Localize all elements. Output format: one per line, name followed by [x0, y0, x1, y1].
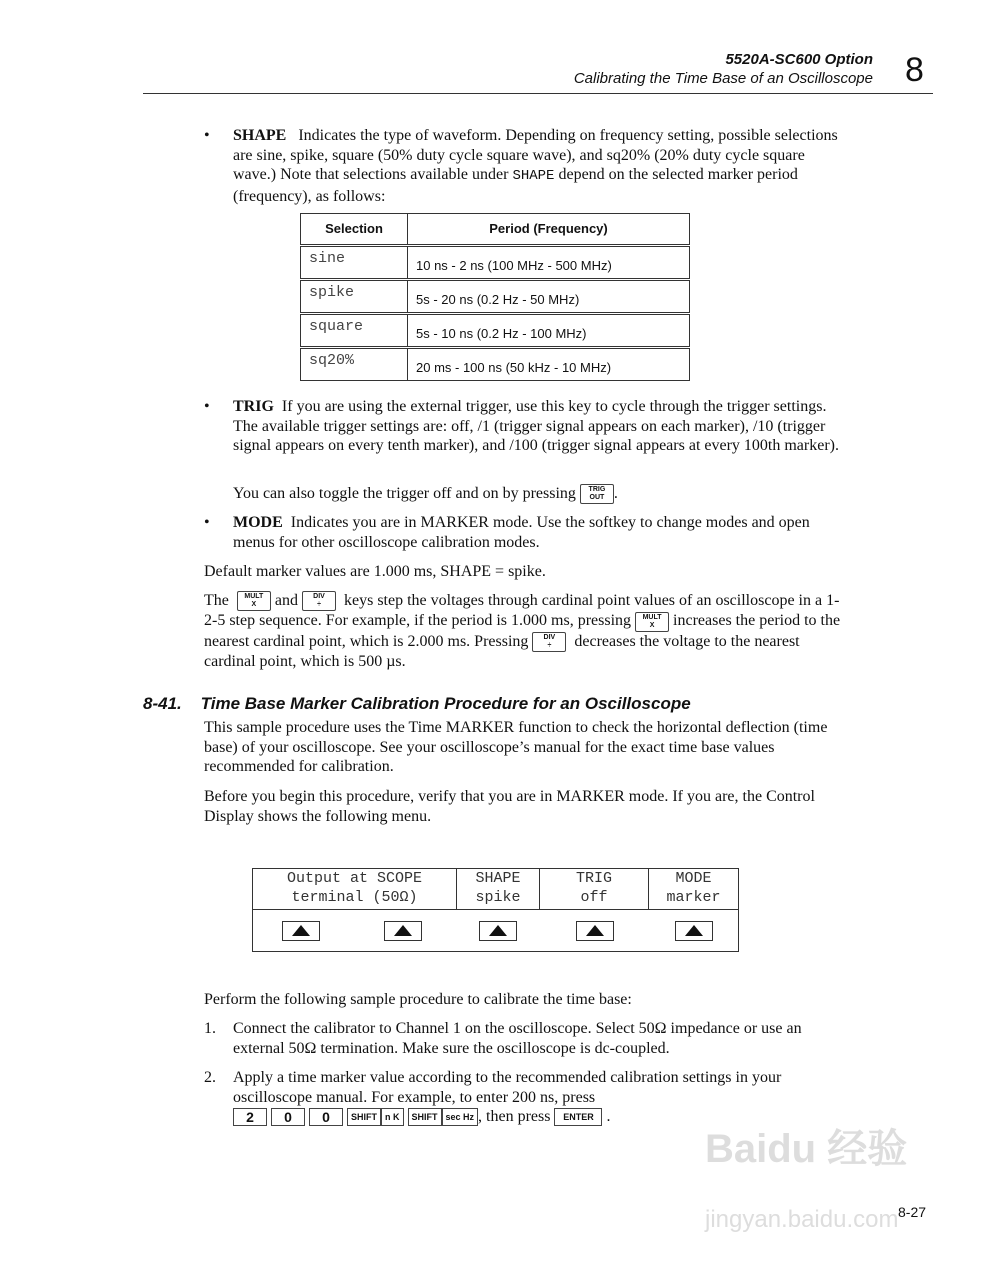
- cell: spike: [301, 280, 408, 314]
- watermark-logo: Baidu 经验: [705, 1127, 908, 1171]
- term: SHAPE: [233, 127, 287, 144]
- text: Indicates the type of waveform. Depending on frequency setting, possible selections are sine, spike, square (50% duty cycle square wave), and sq20% (20% duty cycle square wave.) Note that selections available under: [233, 127, 838, 183]
- page-number: 8-27: [898, 1204, 927, 1220]
- bullet: •: [204, 514, 210, 531]
- default-text: Default marker values are 1.000 ms, SHAPE = spike.: [204, 563, 546, 580]
- bullet: •: [204, 127, 210, 144]
- term: TRIG: [233, 398, 274, 415]
- mult-div-paragraph: [204, 591, 844, 671]
- control-display-menu: [252, 868, 739, 952]
- shift-key-icon: SHIFT: [408, 1108, 442, 1126]
- trig-paragraph: [233, 397, 843, 456]
- cell: square: [301, 314, 408, 348]
- header-subtitle: Calibrating the Time Base of an Oscilloscope: [573, 70, 873, 87]
- table-row: [301, 246, 690, 280]
- text: decreases the voltage to the nearest cardinal point, which is 500 µs.: [204, 632, 800, 670]
- softkey-up-arrow-icon[interactable]: [675, 921, 713, 941]
- softkey-up-arrow-icon[interactable]: [479, 921, 517, 941]
- text: You can also toggle the trigger off and on by pressing: [233, 485, 576, 502]
- column-header: Period (Frequency): [408, 214, 690, 246]
- intro-paragraph: Before you begin this procedure, verify that you are in MARKER mode. If you are, the Control Display shows the following menu.: [204, 788, 815, 825]
- code: SHAPE: [512, 168, 555, 184]
- softkey-row: [253, 909, 738, 910]
- chapter-number: 8: [905, 51, 924, 89]
- text: Indicates you are in MARKER mode. Use the softkey to change modes and open menus for other oscilloscope calibration modes.: [233, 514, 810, 551]
- trig-toggle-paragraph: [233, 484, 843, 504]
- cell: sine: [301, 246, 408, 280]
- term: MODE: [233, 514, 283, 531]
- text: The: [204, 592, 229, 609]
- menu-trig-cell: TRIG off: [540, 869, 649, 909]
- header-rule: [143, 93, 933, 94]
- sec-hz-key-icon: sec Hz: [442, 1108, 479, 1126]
- menu-mode-cell: MODE marker: [666, 870, 721, 906]
- perform-text: Perform the following sample procedure to calibrate the time base:: [204, 991, 632, 1008]
- shift-key-icon: SHIFT: [347, 1108, 381, 1126]
- div-key-icon: DIV ÷: [302, 591, 336, 611]
- section-heading: 8-41. Time Base Marker Calibration Procedure for an Oscilloscope: [143, 694, 691, 713]
- step-number: 2.: [204, 1069, 216, 1086]
- key-0-icon: 0: [309, 1108, 343, 1126]
- cell: 20 ms - 100 ns (50 kHz - 10 MHz): [408, 348, 690, 381]
- mult-key-icon: MULT X: [635, 612, 669, 632]
- softkey-up-arrow-icon[interactable]: [576, 921, 614, 941]
- watermark-url: jingyan.baidu.com: [705, 1206, 899, 1233]
- intro-paragraph: This sample procedure uses the Time MARKER function to check the horizontal deflection (time base) of your oscilloscope. See your oscilloscope’s manual for the exact time base values recommended for calibration.: [204, 719, 828, 775]
- menu-output-cell: Output at SCOPE terminal (50Ω): [253, 869, 457, 909]
- text: keys step the voltages through cardinal point values of an oscilloscope in a 1-2-5 step sequence. For example, if the period is 1.000 ms, pressing: [204, 592, 840, 630]
- key-0-icon: 0: [271, 1108, 305, 1126]
- cell: 10 ns - 2 ns (100 MHz - 500 MHz): [408, 246, 690, 280]
- menu-shape-cell: SHAPE spike: [457, 869, 540, 909]
- cell: sq20%: [301, 348, 408, 381]
- cell: 5s - 20 ns (0.2 Hz - 50 MHz): [408, 280, 690, 314]
- enter-key-icon: ENTER: [554, 1108, 602, 1126]
- n-k-key-icon: n K: [381, 1108, 404, 1126]
- shape-table: [300, 213, 690, 381]
- step-number: 1.: [204, 1020, 216, 1037]
- trig-out-key-icon: TRIG OUT: [580, 484, 614, 504]
- column-header: Selection: [301, 214, 408, 246]
- text: If you are using the external trigger, use this key to cycle through the trigger settings. The available trigger settings are: off, /1 (trigger signal appears on each marker), /10 (trigger signal appears on every tenth marker), and /100 (trigger signal appears at every 100th marker).: [233, 398, 839, 454]
- cell: 5s - 10 ns (0.2 Hz - 100 MHz): [408, 314, 690, 348]
- text: .: [606, 1108, 611, 1125]
- text: .: [613, 485, 618, 502]
- mult-key-icon: MULT X: [237, 591, 271, 611]
- text: depend on the selected marker period (frequency), as follows:: [233, 166, 798, 205]
- table-row: [301, 314, 690, 348]
- table-row: [301, 280, 690, 314]
- text: , then press: [478, 1108, 551, 1125]
- softkey-up-arrow-icon[interactable]: [384, 921, 422, 941]
- shape-paragraph: [233, 126, 843, 206]
- text: and: [274, 592, 298, 609]
- bullet: •: [204, 398, 210, 415]
- text: increases the period to the nearest cardinal point, which is 2.000 ms. Pressing: [204, 612, 841, 650]
- softkey-up-arrow-icon[interactable]: [282, 921, 320, 941]
- header-title: 5520A-SC600 Option: [725, 51, 873, 68]
- mode-paragraph: [233, 513, 843, 552]
- step-text: Connect the calibrator to Channel 1 on the oscilloscope. Select 50Ω impedance or use an external 50Ω termination. Make sure the oscilloscope is dc-coupled.: [233, 1020, 802, 1057]
- div-key-icon: DIV ÷: [532, 632, 566, 652]
- table-row: [301, 348, 690, 381]
- key-2-icon: 2: [233, 1108, 267, 1126]
- step-text: Apply a time marker value according to the recommended calibration settings in your oscilloscope manual. For example, to enter 200 ns, press 2 0 0 SHIFT n K SHIFT sec Hz , then press ENTER .: [233, 1069, 782, 1126]
